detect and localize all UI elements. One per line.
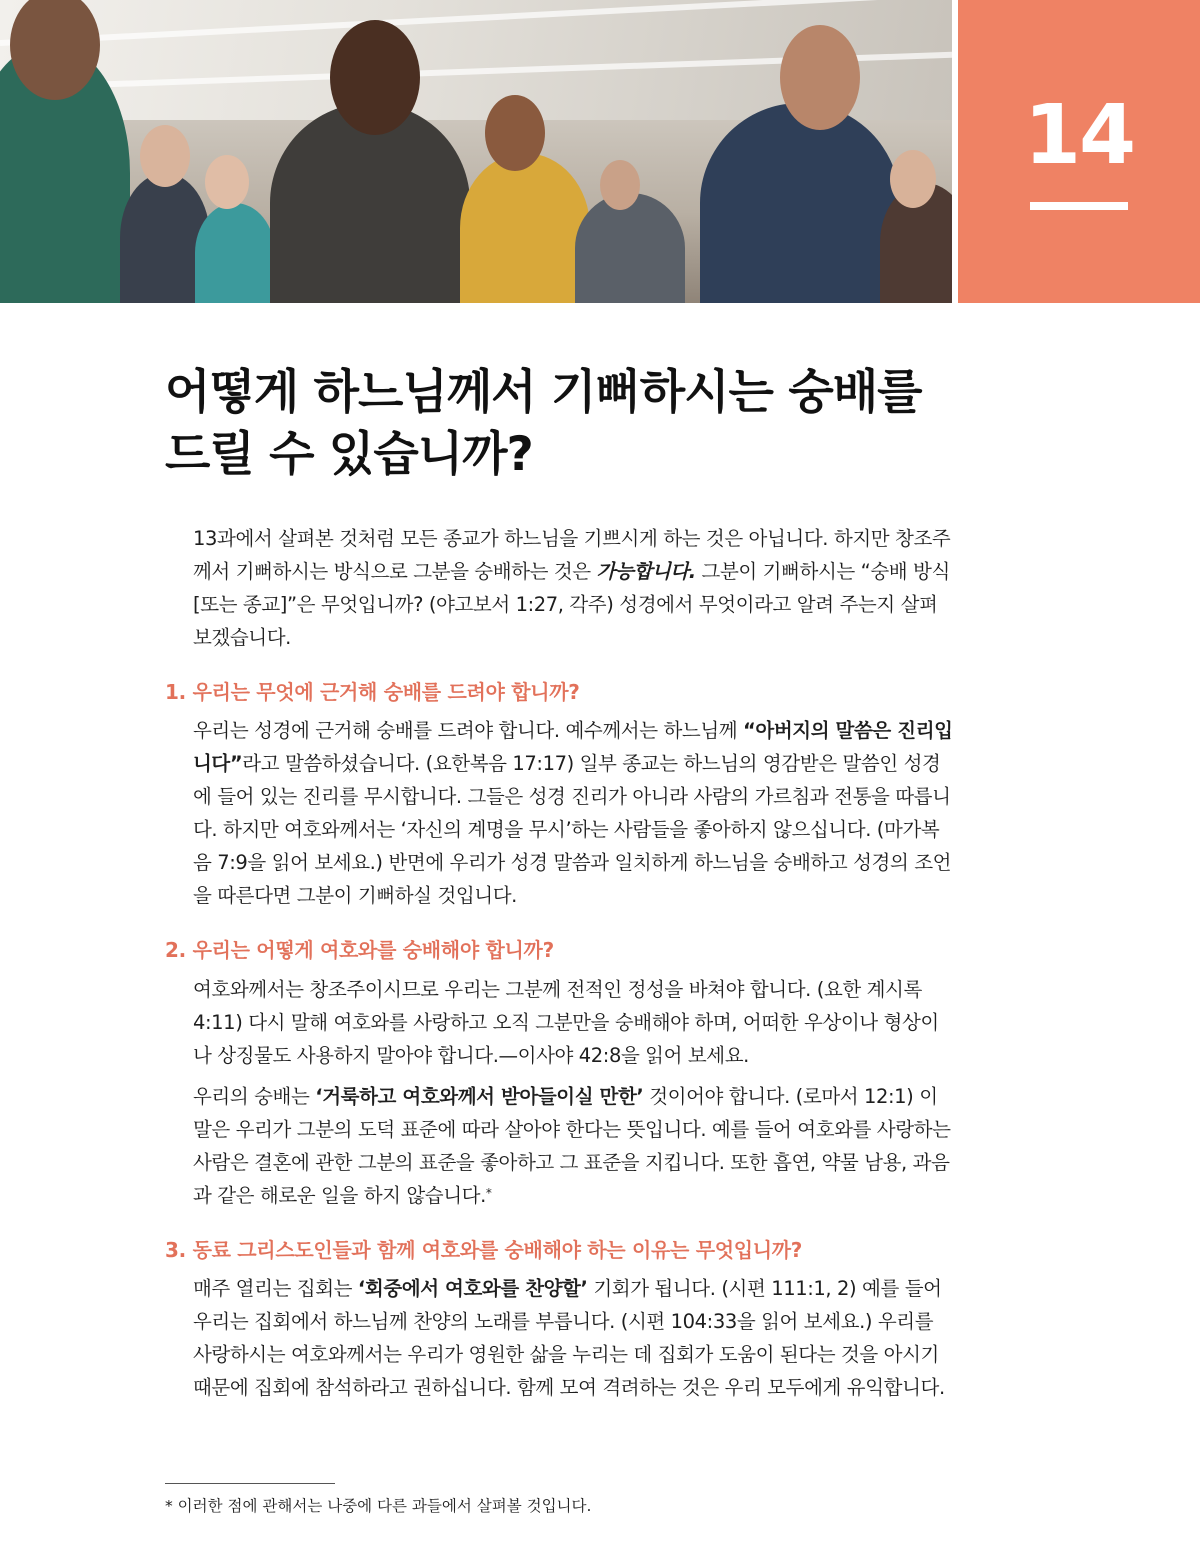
- photo-person-head: [890, 150, 936, 208]
- section-text: 우리는 성경에 근거해 숭배를 드려야 합니다. 예수께서는 하느님께: [193, 719, 743, 742]
- intro-emphasis: 가능합니다.: [596, 560, 696, 583]
- footnote-marker[interactable]: *: [485, 1186, 492, 1200]
- photo-person-head: [485, 95, 545, 171]
- intro-text: 그분이 기뻐하시는 “숭배 방식[또는 종교]”은 무엇입니까? (야고보서 1:27, 각주) 성경에서 무엇이라고 알려 주는지 살펴보겠습니다.: [193, 560, 950, 649]
- photo-person: [575, 193, 685, 303]
- header-photo: [0, 0, 952, 303]
- photo-person-head: [140, 125, 190, 187]
- lesson-number-box: [958, 0, 1200, 303]
- photo-person-head: [205, 155, 249, 209]
- section-2-paragraph-2: [193, 1080, 953, 1212]
- footnote-divider: [165, 1483, 335, 1484]
- section-text: 매주 열리는 집회는: [193, 1277, 358, 1300]
- intro-paragraph: [193, 522, 953, 654]
- section-heading-3: 3. 동료 그리스도인들과 함께 여호와를 숭배해야 하는 이유는 무엇입니까?: [165, 1238, 803, 1262]
- section-text: 라고 말씀하셨습니다. (요한복음 17:17) 일부 종교는 하느님의 영감받은 말씀인 성경에 들어 있는 진리를 무시합니다. 그들은 성경 진리가 아니라 사람의 가르침과 전통을 따릅니다. 하지만 여호와께서는 ‘자신의 계명을 무시’하는 사람들을 좋아하지 않으십니다. (마가복음 7:9을 읽어 보세요.) 반면에 우리가 성경 말씀과 일치하게 하느님을 숭배하고 성경의 조언을 따른다면 그분이 기뻐하실 것입니다.: [193, 752, 952, 907]
- photo-person-head: [330, 20, 420, 135]
- section-text: 우리의 숭배는: [193, 1085, 316, 1108]
- section-1-paragraph: [193, 714, 953, 912]
- section-3-paragraph: [193, 1272, 953, 1404]
- intro-text: 13과에서 살펴본 것처럼 모든 종교가 하느님을 기쁘시게 하는 것은 아닙니다. 하지만 창조주께서 기뻐하시는 방식으로 그분을 숭배하는 것은: [193, 527, 951, 583]
- section-heading-1: 1. 우리는 무엇에 근거해 숭배를 드려야 합니까?: [165, 680, 580, 704]
- footnote: * 이러한 점에 관해서는 나중에 다른 과들에서 살펴볼 것입니다.: [165, 1497, 592, 1515]
- lesson-number-underline: [1030, 202, 1128, 210]
- page-title-line: 드릴 수 있습니까?: [165, 427, 533, 482]
- section-heading-2: 2. 우리는 어떻게 여호와를 숭배해야 합니까?: [165, 938, 554, 962]
- page-title-line: 어떻게 하느님께서 기뻐하시는 숭배를: [165, 365, 922, 420]
- photo-person: [460, 153, 590, 303]
- page-title: [165, 362, 1065, 486]
- section-text: 기회가 됩니다. (시편 111:1, 2) 예를 들어 우리는 집회에서 하느님께 찬양의 노래를 부릅니다. (시편 104:33을 읽어 보세요.) 우리를 사랑하시는 여호와께서는 우리가 영원한 삶을 누리는 데 집회가 도움이 된다는 것을 아시기 때문에 집회에 참석하라고 권하십니다. 함께 모여 격려하는 것은 우리 모두에게 유익합니다.: [193, 1277, 945, 1399]
- photo-person-head: [600, 160, 640, 210]
- section-emphasis: ‘거룩하고 여호와께서 받아들이실 만한’: [315, 1085, 644, 1108]
- section-emphasis: “아버지의 말씀은 진리입니다”: [193, 719, 953, 775]
- lesson-number: 14: [1023, 88, 1135, 183]
- photo-person: [195, 203, 275, 303]
- section-emphasis: ‘회중에서 여호와를 찬양할’: [357, 1277, 588, 1300]
- section-2-paragraph-1: 여호와께서는 창조주이시므로 우리는 그분께 전적인 정성을 바쳐야 합니다. (요한 계시록 4:11) 다시 말해 여호와를 사랑하고 오직 그분만을 숭배해야 하며, 어떠한 우상이나 형상이나 상징물도 사용하지 말아야 합니다.—이사야 42:8을 읽어 보세요.: [193, 978, 939, 1067]
- section-text: 것이어야 합니다. (로마서 12:1) 이 말은 우리가 그분의 도덕 표준에 따라 살아야 한다는 뜻입니다. 예를 들어 여호와를 사랑하는 사람은 결혼에 관한 그분의 표준을 좋아하고 그 표준을 지킵니다. 또한 흡연, 약물 남용, 과음과 같은 해로운 일을 하지 않습니다.: [193, 1085, 951, 1207]
- photo-person-head: [780, 25, 860, 130]
- photo-person: [700, 103, 900, 303]
